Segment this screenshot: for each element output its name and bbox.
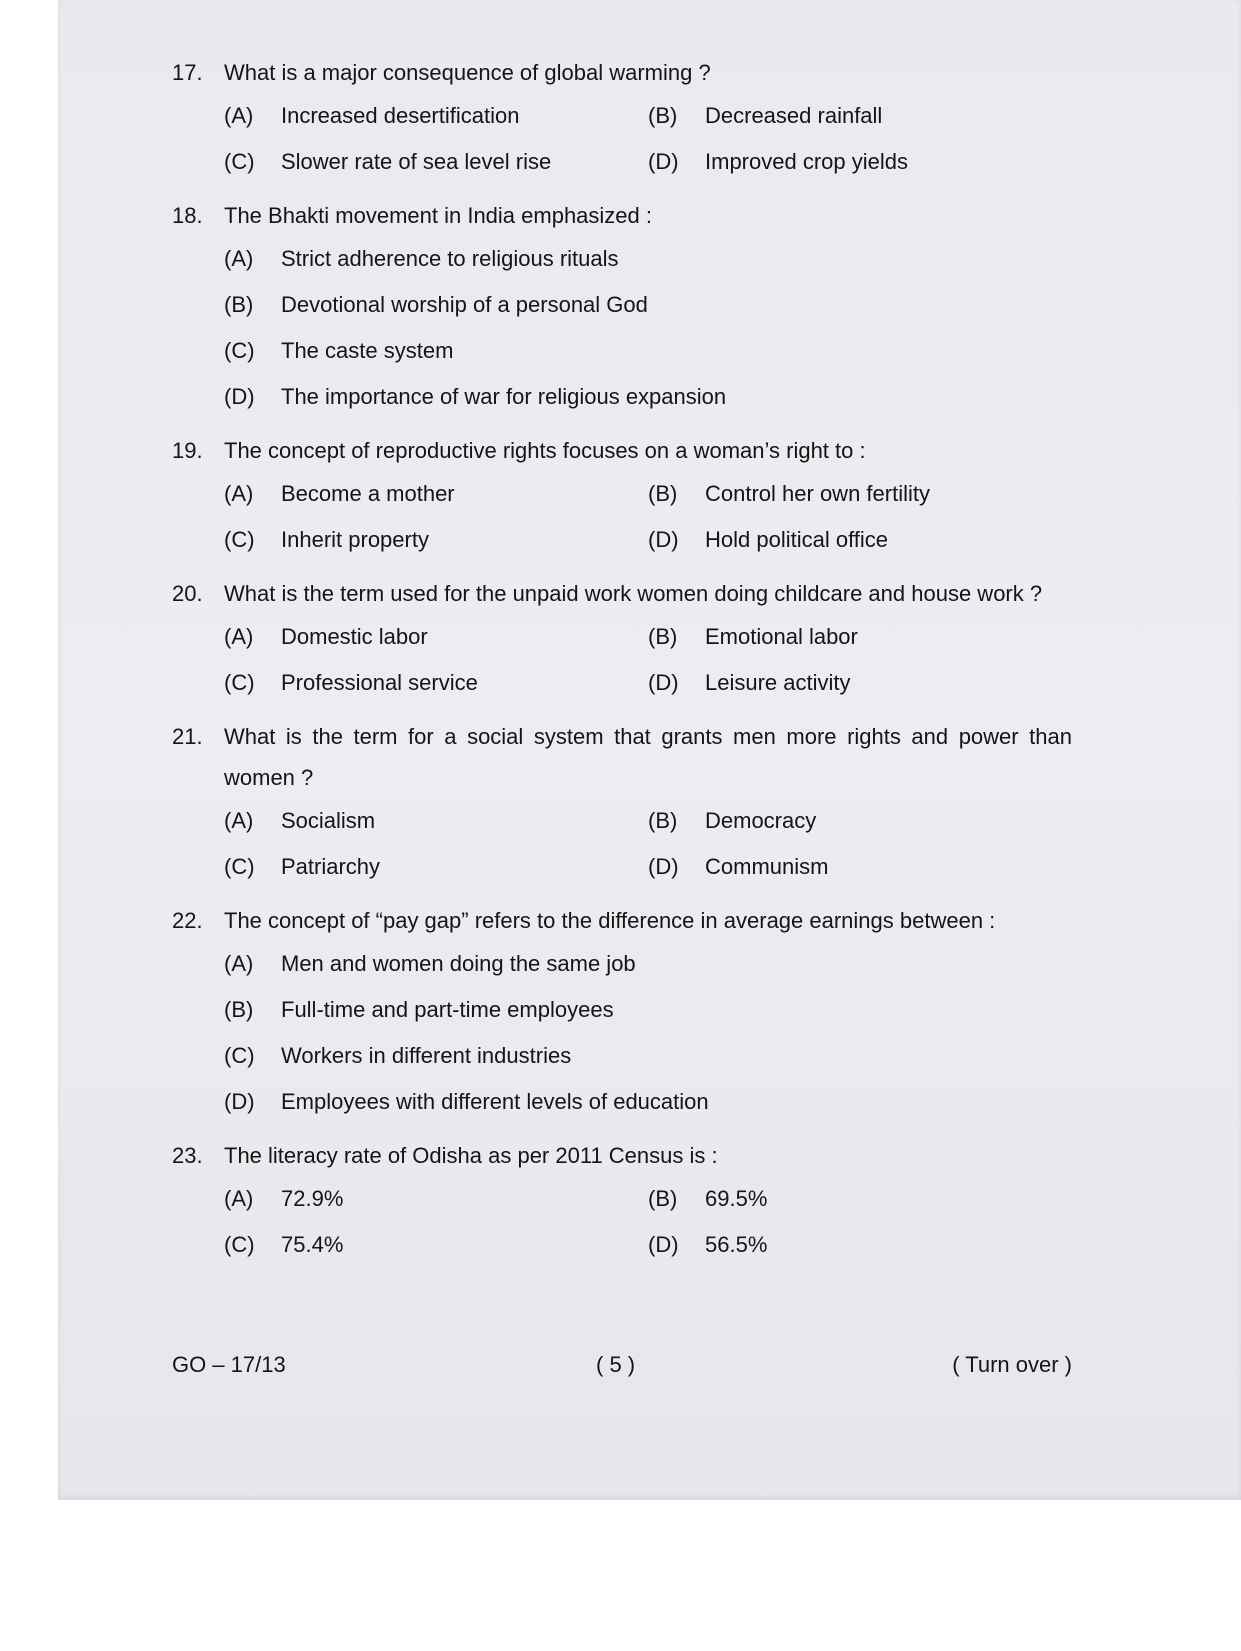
option-label: (B) — [648, 481, 678, 506]
option-label: (C) — [224, 149, 255, 174]
question-23 — [172, 1135, 1072, 1278]
option-label: (B) — [648, 624, 678, 649]
answer-option — [224, 1045, 672, 1067]
option-label: (B) — [648, 103, 678, 128]
question-text: The literacy rate of Odisha as per 2011 Census is : — [224, 1143, 718, 1168]
answer-option — [224, 105, 648, 127]
option-list — [224, 1176, 1072, 1268]
question-spacer — [172, 1125, 1072, 1135]
option-label: (C) — [224, 1232, 255, 1257]
question-number: 17. — [172, 60, 203, 85]
question-text: What is a major consequence of global warming ? — [224, 60, 711, 85]
option-row — [224, 844, 1072, 890]
option-text: Slower rate of sea level rise — [281, 149, 552, 174]
option-label: (C) — [224, 527, 255, 552]
option-text: Communism — [705, 854, 829, 879]
option-text: Full-time and part-time employees — [281, 997, 614, 1022]
answer-option — [224, 1089, 709, 1114]
question-text: The concept of reproductive rights focuses on a woman’s right to : — [224, 438, 866, 463]
question-number: 18. — [172, 203, 203, 228]
option-label: (A) — [224, 951, 254, 976]
option-text: Professional service — [281, 670, 478, 695]
question-18 — [172, 195, 1072, 430]
question-spacer — [172, 563, 1072, 573]
question-17 — [172, 52, 1072, 195]
option-row — [224, 471, 1072, 517]
question-spacer — [172, 1268, 1072, 1278]
option-row — [224, 614, 1072, 660]
option-row — [224, 517, 1072, 563]
page-footer — [172, 1352, 1072, 1382]
option-label: (B) — [648, 1186, 678, 1211]
answer-option — [224, 810, 648, 832]
answer-option — [648, 151, 1072, 173]
question-text: The concept of “pay gap” refers to the difference in average earnings between : — [224, 908, 996, 933]
option-label: (A) — [224, 808, 254, 833]
option-label: (D) — [648, 149, 679, 174]
option-row — [224, 374, 1072, 420]
option-label: (D) — [648, 527, 679, 552]
question-stem — [172, 900, 1072, 941]
question-text: The Bhakti movement in India emphasized : — [224, 203, 653, 228]
question-stem — [172, 195, 1072, 236]
option-text: Improved crop yields — [705, 149, 908, 174]
option-row — [224, 236, 1072, 282]
answer-option — [648, 810, 1072, 832]
option-text: Inherit property — [281, 527, 429, 552]
question-number: 21. — [172, 724, 203, 749]
option-text: Patriarchy — [281, 854, 381, 879]
option-label: (B) — [648, 808, 678, 833]
option-text: The importance of war for religious expansion — [281, 384, 727, 409]
question-list — [172, 52, 1072, 1278]
answer-option — [648, 672, 1072, 694]
option-text: Socialism — [281, 808, 376, 833]
answer-option — [224, 483, 648, 505]
question-19 — [172, 430, 1072, 573]
option-text: Become a mother — [281, 481, 455, 506]
option-label: (B) — [224, 997, 254, 1022]
option-text: Increased desertification — [281, 103, 520, 128]
option-row — [224, 282, 1072, 328]
question-stem — [172, 430, 1072, 471]
question-20 — [172, 573, 1072, 716]
option-list — [224, 93, 1072, 185]
answer-option — [224, 672, 648, 694]
option-text: Hold political office — [705, 527, 889, 552]
answer-option — [648, 529, 1072, 551]
option-label: (A) — [224, 624, 254, 649]
option-text: 75.4% — [281, 1232, 344, 1257]
answer-option — [224, 626, 648, 648]
option-row — [224, 798, 1072, 844]
option-text: Strict adherence to religious rituals — [281, 246, 619, 271]
answer-option — [224, 1188, 648, 1210]
answer-option — [224, 248, 672, 270]
turn-over-note: ( Turn over ) — [952, 1352, 1072, 1377]
option-text: Employees with different levels of education — [281, 1089, 709, 1114]
option-label: (A) — [224, 1186, 254, 1211]
option-list — [224, 798, 1072, 890]
question-spacer — [172, 420, 1072, 430]
question-stem — [172, 1135, 1072, 1176]
option-label: (C) — [224, 670, 255, 695]
option-text: Leisure activity — [705, 670, 851, 695]
option-text: Control her own fertility — [705, 481, 930, 506]
option-label: (B) — [224, 292, 254, 317]
option-text: Men and women doing the same job — [281, 951, 636, 976]
option-row — [224, 987, 1072, 1033]
paper-code: GO – 17/13 — [172, 1352, 286, 1377]
answer-option — [224, 856, 648, 878]
option-text: 56.5% — [705, 1232, 768, 1257]
option-label: (D) — [224, 1089, 255, 1114]
option-label: (A) — [224, 481, 254, 506]
option-row — [224, 328, 1072, 374]
answer-option — [648, 105, 1072, 127]
option-label: (C) — [224, 854, 255, 879]
answer-option — [648, 626, 1072, 648]
option-text: 69.5% — [705, 1186, 768, 1211]
question-spacer — [172, 890, 1072, 900]
option-row — [224, 660, 1072, 706]
question-number: 23. — [172, 1143, 203, 1168]
option-text: Emotional labor — [705, 624, 858, 649]
answer-option — [224, 529, 648, 551]
answer-option — [648, 856, 1072, 878]
option-row — [224, 93, 1072, 139]
question-spacer — [172, 185, 1072, 195]
option-row — [224, 139, 1072, 185]
option-row — [224, 941, 1072, 987]
option-text: Devotional worship of a personal God — [281, 292, 648, 317]
answer-option — [648, 1234, 1072, 1256]
question-stem — [172, 716, 1072, 798]
question-number: 22. — [172, 908, 203, 933]
question-text: What is the term for a social system that grants men more rights and power than women ? — [224, 724, 1072, 790]
option-text: 72.9% — [281, 1186, 344, 1211]
answer-option — [224, 151, 648, 173]
question-spacer — [172, 706, 1072, 716]
answer-option — [648, 1188, 1072, 1210]
option-row — [224, 1176, 1072, 1222]
answer-option — [224, 999, 672, 1021]
option-label: (A) — [224, 246, 254, 271]
answer-option — [224, 340, 672, 362]
page-number: ( 5 ) — [596, 1352, 636, 1377]
page-bottom-margin — [0, 1500, 1241, 1651]
option-text: Domestic labor — [281, 624, 428, 649]
option-row — [224, 1033, 1072, 1079]
option-label: (C) — [224, 1043, 255, 1068]
option-label: (D) — [224, 384, 255, 409]
question-stem — [172, 573, 1072, 614]
option-row — [224, 1079, 1072, 1125]
option-label: (C) — [224, 338, 255, 363]
answer-option — [648, 483, 1072, 505]
answer-option — [224, 953, 672, 975]
question-stem — [172, 52, 1072, 93]
option-text: Democracy — [705, 808, 817, 833]
option-label: (D) — [648, 1232, 679, 1257]
question-22 — [172, 900, 1072, 1135]
answer-option — [224, 294, 672, 316]
option-label: (A) — [224, 103, 254, 128]
option-row — [224, 1222, 1072, 1268]
answer-option — [224, 1234, 648, 1256]
option-text: The caste system — [281, 338, 454, 363]
option-list — [224, 236, 1072, 420]
answer-option — [224, 384, 727, 409]
question-number: 20. — [172, 581, 203, 606]
option-list — [224, 941, 1072, 1125]
question-21 — [172, 716, 1072, 900]
option-list — [224, 471, 1072, 563]
option-label: (D) — [648, 670, 679, 695]
option-list — [224, 614, 1072, 706]
option-text: Decreased rainfall — [705, 103, 883, 128]
option-label: (D) — [648, 854, 679, 879]
question-number: 19. — [172, 438, 203, 463]
option-text: Workers in different industries — [281, 1043, 572, 1068]
question-text: What is the term used for the unpaid work women doing childcare and house work ? — [224, 581, 1043, 606]
